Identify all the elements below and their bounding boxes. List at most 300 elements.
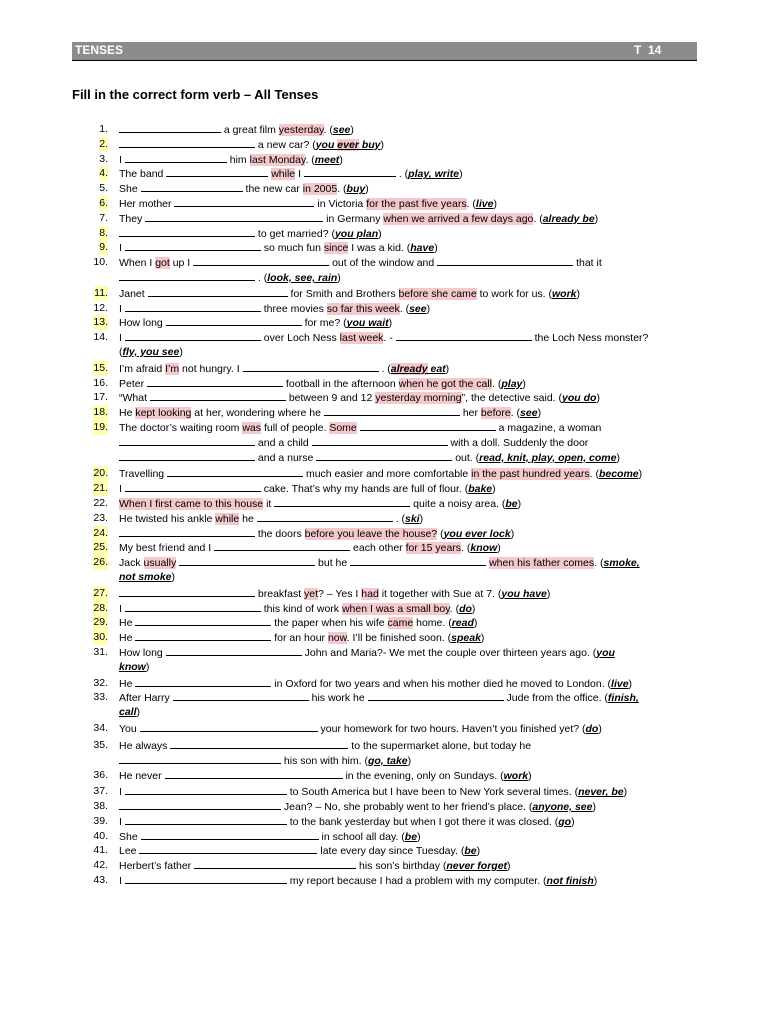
sentence-text: your homework for two hours. Haven’t you finished yet? (: [317, 723, 586, 735]
sentence-text: . (: [305, 153, 315, 166]
exercise-line: [0, 784, 768, 799]
sentence-text: over Loch Ness: [260, 332, 340, 345]
verb-hint: buy: [358, 138, 381, 151]
exercise-line: [0, 315, 768, 330]
exercise-line: [0, 361, 768, 376]
exercise-text: [119, 814, 575, 830]
exercise-line: [0, 286, 768, 301]
exercise-line: [0, 768, 768, 783]
exercise-line: [0, 690, 768, 705]
exercise-number: 38.: [93, 800, 108, 812]
answer-blank[interactable]: [119, 435, 255, 446]
exercise-number: 16.: [93, 376, 108, 389]
sentence-text: ): [522, 377, 526, 390]
sentence-text: He: [119, 617, 136, 630]
exercise-text: [119, 405, 541, 421]
sentence-text: They: [119, 212, 146, 225]
answer-blank[interactable]: [150, 390, 286, 401]
verb-hint: fly, you see: [122, 346, 180, 358]
time-expression-highlight: yesterday: [278, 124, 324, 136]
time-expression-highlight: last Monday: [249, 153, 306, 166]
verb-hint: see: [409, 302, 427, 315]
verb-hint: buy: [346, 183, 366, 196]
verb-hint: read, knit, play, open, come: [479, 451, 617, 464]
answer-blank[interactable]: [360, 420, 496, 431]
sentence-text: . (: [589, 468, 599, 481]
sentence-text: ): [419, 512, 424, 525]
sentence-text: three movies: [260, 302, 327, 315]
sentence-text: You: [119, 723, 140, 735]
sentence-text: ): [350, 124, 354, 136]
sentence-text: a new car? (: [255, 138, 316, 151]
exercise-number: 6.: [99, 197, 108, 209]
answer-blank[interactable]: [141, 829, 319, 840]
verb-hint: finish,: [607, 692, 639, 705]
sentence-text: ): [480, 632, 485, 645]
sentence-text: it together with Sue at 7. (: [378, 587, 502, 600]
sentence-text: How long: [119, 317, 166, 330]
sentence-text: the doors: [255, 527, 305, 540]
exercise-number: 23.: [93, 511, 108, 524]
sentence-text: the Loch Ness monster?: [531, 332, 649, 345]
sentence-text: breakfast: [255, 587, 305, 600]
exercise-text: [119, 615, 477, 631]
exercise-text: [119, 361, 449, 377]
sentence-text: full of people.: [261, 422, 330, 434]
exercise-line: [0, 873, 768, 888]
exercise-number: 5.: [99, 182, 108, 195]
verb-hint: see: [520, 407, 538, 420]
exercise-text: [119, 511, 423, 527]
sentence-text: ): [594, 212, 599, 225]
sentence-text: . (: [392, 512, 405, 525]
time-expression-highlight: usually: [143, 557, 177, 570]
answer-blank[interactable]: [119, 586, 255, 597]
exercise-text: [119, 753, 411, 769]
time-expression-highlight: yesterday morning: [375, 392, 462, 405]
exercise-line: [0, 390, 768, 405]
exercise-text: [119, 330, 648, 346]
sentence-text: ): [616, 451, 620, 464]
answer-blank[interactable]: [125, 873, 287, 884]
exercise-text: [119, 526, 514, 542]
answer-blank[interactable]: [125, 240, 261, 251]
answer-blank[interactable]: [312, 435, 448, 446]
sentence-text: . (: [323, 124, 333, 136]
exercise-line: [0, 270, 768, 285]
sentence-text: ): [473, 617, 478, 630]
sentence-text: . (: [594, 557, 604, 570]
answer-blank[interactable]: [125, 152, 227, 163]
answer-blank[interactable]: [316, 450, 452, 461]
answer-blank[interactable]: [125, 481, 261, 492]
sentence-text: . I’ll be finished soon. (: [346, 632, 452, 645]
answer-blank[interactable]: [119, 799, 281, 810]
sentence-text: Travelling: [119, 468, 168, 481]
answer-blank[interactable]: [141, 181, 243, 192]
answer-blank[interactable]: [119, 753, 281, 764]
exercise-line: [0, 420, 768, 435]
sentence-text: ): [426, 302, 431, 315]
sentence-text: ”, the detective said. (: [461, 392, 563, 405]
exercise-number: 11.: [94, 286, 108, 299]
exercise-line: [0, 645, 768, 660]
exercise-line: [0, 753, 768, 768]
answer-blank[interactable]: [166, 315, 302, 326]
exercise-line: [0, 630, 768, 645]
sentence-text: “What: [119, 392, 150, 405]
exercise-text: [119, 630, 484, 646]
verb-hint: see: [332, 124, 351, 136]
sentence-text: The band: [119, 168, 167, 181]
answer-blank[interactable]: [147, 376, 283, 387]
answer-blank[interactable]: [304, 166, 396, 177]
exercise-line: [0, 435, 768, 450]
sentence-text: ): [434, 242, 438, 255]
time-expression-highlight: I’m: [165, 362, 180, 375]
answer-blank[interactable]: [194, 858, 356, 869]
time-expression-highlight: when he got the call: [398, 377, 493, 390]
verb-hint: you ever lock: [443, 527, 511, 540]
verb-hint: play, write: [408, 168, 460, 181]
sentence-text: to South America but I have been to New York several times. (: [286, 786, 579, 799]
sentence-text: ? – Yes I: [318, 587, 362, 600]
exercise-number: 32.: [93, 676, 108, 689]
sentence-text: I: [119, 602, 125, 615]
verb-hint: live: [611, 677, 629, 690]
exercise-number: 7.: [99, 211, 108, 224]
sentence-text: He: [119, 407, 136, 420]
exercise-number: 36.: [93, 769, 108, 782]
sentence-text: ): [638, 468, 643, 481]
verb-hint: go: [558, 815, 572, 828]
sentence-text: in school all day. (: [318, 830, 405, 843]
answer-blank[interactable]: [135, 630, 271, 641]
time-expression-highlight: when I was a small boy: [341, 602, 450, 615]
sentence-text: each other: [350, 542, 406, 555]
answer-blank[interactable]: [125, 814, 287, 825]
answer-blank[interactable]: [174, 196, 314, 207]
verb-hint: speak: [451, 632, 481, 645]
verb-hint: never, be: [578, 786, 624, 799]
sentence-text: I: [295, 168, 304, 181]
exercise-number: 12.: [93, 301, 108, 314]
sentence-text: ): [407, 754, 412, 767]
sentence-text: I: [119, 242, 125, 255]
exercise-text: [119, 570, 175, 585]
exercise-number: 26.: [93, 556, 108, 569]
answer-blank[interactable]: [125, 301, 261, 312]
verb-hint: you do: [562, 392, 597, 405]
exercise-line: [0, 466, 768, 481]
answer-blank[interactable]: [396, 330, 532, 341]
exercise-text: [119, 721, 602, 737]
exercise-text: [119, 137, 384, 153]
exercise-number: 17.: [93, 391, 108, 404]
exercise-text: [119, 829, 421, 845]
sentence-text: not hungry. I: [179, 362, 243, 375]
verb-hint: have: [410, 242, 435, 255]
sentence-text: out. (: [452, 451, 480, 464]
sentence-text: ): [598, 723, 602, 735]
verb-hint: look, see, rain: [267, 272, 338, 284]
sentence-text: to the bank yesterday but when I got there it was closed. (: [286, 815, 559, 828]
exercise-number: 4.: [99, 167, 108, 180]
sentence-text: ): [365, 183, 369, 196]
exercise-text: [119, 196, 497, 212]
answer-blank[interactable]: [173, 690, 309, 701]
answer-blank[interactable]: [119, 137, 255, 148]
exercise-line: [0, 615, 768, 630]
time-expression-highlight: so far this week: [326, 302, 400, 315]
answer-blank[interactable]: [214, 540, 350, 551]
verb-hint: work: [503, 770, 529, 783]
sentence-text: in Victoria: [314, 198, 367, 210]
sentence-text: John and Maria?- We met the couple over thirteen years ago. (: [301, 647, 597, 659]
exercise-text: [119, 858, 511, 874]
sentence-text: ): [339, 153, 343, 166]
sentence-text: She: [119, 830, 141, 843]
sentence-text: When I: [119, 257, 156, 270]
answer-blank[interactable]: [257, 511, 393, 522]
sentence-text: I: [119, 302, 125, 315]
time-expression-highlight: had: [361, 587, 379, 600]
sentence-text: that it: [573, 257, 602, 270]
exercise-line: [0, 858, 768, 873]
verb-hint: you: [315, 138, 338, 151]
sentence-text: ): [546, 587, 551, 600]
exercise-number: 40.: [93, 829, 108, 842]
exercise-number: 42.: [93, 859, 108, 872]
answer-blank[interactable]: [119, 226, 255, 237]
sentence-text: a magazine, a woman: [495, 422, 602, 434]
answer-blank[interactable]: [166, 166, 268, 177]
sentence-text: . (: [255, 272, 268, 284]
exercise-line: [0, 496, 768, 511]
exercise-number: 1.: [99, 123, 108, 135]
sentence-text: with a doll. Suddenly the door: [447, 436, 589, 449]
exercise-text: [119, 226, 382, 242]
exercise-number: 25.: [93, 541, 108, 554]
exercise-number: 9.: [99, 241, 108, 254]
sentence-text: and a nurse: [255, 451, 317, 464]
exercise-text: [119, 240, 438, 256]
answer-blank[interactable]: [119, 526, 255, 537]
time-expression-highlight: for 15 years: [405, 542, 462, 555]
exercise-text: [119, 301, 430, 317]
exercise-number: 22.: [93, 497, 108, 509]
sentence-text: his son’s birthday (: [356, 860, 447, 873]
answer-blank[interactable]: [350, 555, 486, 566]
sentence-text: ): [136, 706, 141, 719]
exercise-line: [0, 526, 768, 541]
sentence-text: I was a kid. (: [348, 242, 411, 255]
sentence-text: I: [119, 786, 125, 799]
sentence-text: and a child: [255, 436, 312, 449]
exercise-number: 2.: [99, 137, 108, 150]
verb-hint: know: [119, 660, 146, 673]
exercise-number: 14.: [93, 331, 108, 344]
sentence-text: at her, wondering where he: [191, 407, 324, 420]
exercise-line: [0, 481, 768, 496]
answer-blank[interactable]: [145, 211, 323, 222]
exercise-text: [119, 450, 620, 466]
exercise-line: [0, 660, 768, 675]
exercise-number: 13.: [93, 316, 108, 329]
sentence-text: Jude from the office. (: [503, 692, 608, 705]
exercise-line: [0, 122, 768, 137]
answer-blank[interactable]: [170, 738, 348, 749]
answer-blank[interactable]: [243, 361, 379, 372]
exercise-number: 10.: [93, 256, 108, 269]
exercise-number: 34.: [93, 722, 108, 734]
exercise-text: [119, 286, 580, 302]
exercise-line: [0, 601, 768, 616]
answer-blank[interactable]: [193, 255, 329, 266]
answer-blank[interactable]: [119, 450, 255, 461]
exercise-text: [119, 873, 597, 889]
sentence-text: the paper when his wife: [271, 617, 388, 630]
answer-blank[interactable]: [140, 721, 318, 732]
answer-blank[interactable]: [125, 784, 287, 795]
answer-blank[interactable]: [139, 843, 317, 854]
answer-blank[interactable]: [119, 270, 255, 281]
exercise-text: [119, 799, 596, 815]
sentence-text: ): [493, 198, 497, 210]
exercise-text: [119, 315, 392, 331]
exercise-number: 31.: [93, 646, 108, 658]
exercise-text: [119, 540, 501, 556]
sentence-text: ): [571, 815, 575, 828]
sentence-text: ): [628, 677, 633, 690]
verb-hint: already be: [542, 212, 595, 225]
exercise-line: [0, 676, 768, 691]
exercise-line: [0, 570, 768, 585]
sentence-text: for Smith and Brothers: [287, 287, 399, 300]
time-expression-highlight: last week: [339, 332, 384, 345]
sentence-text: ): [592, 801, 596, 813]
exercise-line: [0, 181, 768, 196]
sentence-text: . -: [383, 332, 396, 345]
sentence-text: The doctor’s waiting room: [119, 422, 243, 434]
exercise-text: [119, 181, 369, 197]
answer-blank[interactable]: [167, 466, 303, 477]
sentence-text: ): [517, 498, 522, 510]
sentence-text: cake. That’s why my hands are full of flour. (: [260, 483, 469, 496]
answer-blank[interactable]: [135, 615, 271, 626]
exercise-text: [119, 420, 601, 436]
sentence-text: to work for us. (: [476, 287, 552, 300]
time-expression-highlight: was: [242, 422, 262, 434]
sentence-text: it: [263, 498, 275, 510]
verb-hint: never forget: [446, 860, 508, 873]
exercise-line: [0, 738, 768, 753]
sentence-text: I’m afraid: [119, 362, 166, 375]
exercise-number: 20.: [93, 467, 108, 480]
exercise-text: [119, 270, 341, 286]
sentence-text: up I: [169, 257, 194, 270]
time-expression-highlight: for the past five years: [366, 198, 467, 210]
answer-blank[interactable]: [179, 555, 315, 566]
verb-hint: go, take: [367, 754, 408, 767]
exercise-text: [119, 601, 475, 617]
exercise-line: [0, 540, 768, 555]
exercise-text: [119, 843, 480, 859]
verb-hint: become: [598, 468, 639, 481]
exercise-line: [0, 226, 768, 241]
verb-hint: not finish: [546, 875, 594, 887]
exercise-number: 18.: [93, 406, 108, 419]
verb-hint: meet: [314, 153, 340, 166]
sentence-text: football in the afternoon: [283, 377, 399, 390]
exercise-number: 41.: [93, 844, 108, 857]
sentence-text: quite a noisy area. (: [410, 498, 506, 510]
exercise-line: [0, 211, 768, 226]
sentence-text: much easier and more comfortable: [303, 468, 472, 481]
header-title: TENSES: [75, 43, 124, 57]
exercise-number: 8.: [99, 226, 108, 239]
sentence-text: ): [593, 875, 598, 887]
sentence-text: ): [445, 362, 450, 375]
time-expression-highlight: while: [271, 168, 296, 181]
sentence-text: ): [497, 542, 501, 555]
answer-blank[interactable]: [125, 330, 261, 341]
sentence-text: I: [119, 815, 125, 828]
answer-blank[interactable]: [324, 405, 460, 416]
exercise-text: [119, 705, 140, 720]
verb-hint: you: [596, 647, 615, 659]
sentence-text: ): [459, 168, 463, 181]
sentence-text: him: [226, 153, 250, 166]
exercise-number: 24.: [93, 526, 108, 539]
sentence-text: my report because I had a problem with my computer. (: [286, 875, 547, 887]
sentence-text: ): [380, 138, 384, 151]
sentence-text: ): [576, 287, 581, 300]
exercise-line: [0, 152, 768, 167]
answer-blank[interactable]: [119, 122, 221, 133]
sentence-text: How long: [119, 647, 166, 659]
time-expression-highlight: yet: [304, 587, 319, 600]
sentence-text: for an hour: [271, 632, 328, 645]
exercise-line: [0, 721, 768, 736]
exercise-number: 28.: [93, 601, 108, 614]
exercise-line: [0, 586, 768, 601]
sentence-text: I: [119, 153, 125, 166]
time-expression-highlight: before you leave the house?: [304, 527, 438, 540]
sentence-text: the new car: [242, 183, 303, 196]
verb-hint: not smoke: [119, 571, 172, 583]
answer-blank[interactable]: [135, 676, 271, 687]
answer-blank[interactable]: [368, 690, 504, 701]
answer-blank[interactable]: [125, 601, 261, 612]
time-expression-highlight: in 2005: [302, 183, 338, 196]
answer-blank[interactable]: [274, 496, 410, 507]
answer-blank[interactable]: [165, 768, 343, 779]
verb-hint: be: [464, 845, 477, 858]
verb-hint: you have: [501, 587, 547, 600]
verb-hint: do: [585, 723, 599, 735]
answer-blank[interactable]: [166, 645, 302, 656]
exercise-text: [119, 738, 531, 754]
verb-hint: read: [451, 617, 474, 630]
answer-blank[interactable]: [437, 255, 573, 266]
answer-blank[interactable]: [148, 286, 288, 297]
time-expression-highlight: before she came: [398, 287, 477, 300]
exercise-line: [0, 255, 768, 270]
sentence-text: . (: [395, 168, 409, 181]
exercise-text: [119, 496, 521, 512]
sentence-text: She: [119, 183, 141, 196]
